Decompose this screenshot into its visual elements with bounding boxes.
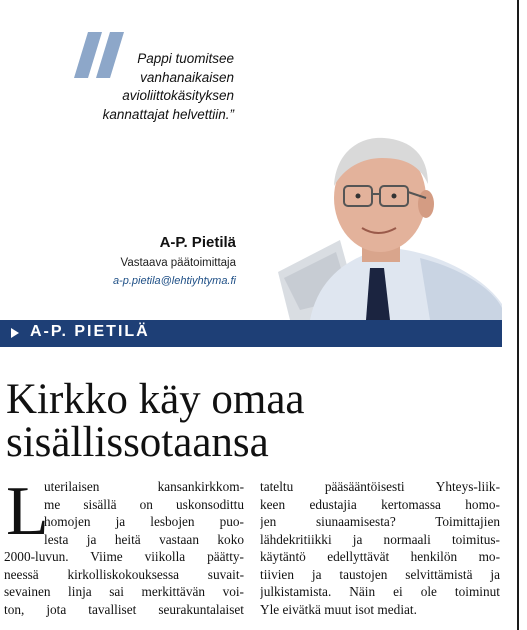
article-line: me sisällä on uskonsodittu (44, 496, 244, 512)
article-line: tateltu pääsääntöisesti Yhteys-liik- (260, 479, 500, 494)
article-line: jen siunaamisesta? Toimittajien (260, 514, 500, 529)
columnist-band (0, 320, 502, 347)
author-name: A-P. Pietilä (159, 234, 236, 251)
article-line: 2000-luvun. Viime viikolla päätty- (4, 549, 244, 564)
pull-quote-line: kannattajat helvettiin.” (102, 106, 234, 122)
drop-cap: L (6, 473, 49, 550)
triangle-right-icon (8, 326, 22, 340)
article-column-right (260, 478, 500, 618)
article-line: lähdekritiikki ja normaali toimitus- (260, 531, 500, 547)
article-line: julkistamista. Näin ei ole toiminut (260, 584, 500, 599)
columnist-band-label: A-P. PIETILÄ (30, 323, 150, 340)
article-column-left (4, 473, 244, 618)
pull-quote-line: vanhanaikaisen (140, 69, 234, 85)
author-email-link[interactable]: a-p.pietila@lehtiyhtyma.fi (112, 275, 236, 287)
article-line: ton, jota tavalliset seurakuntalaiset (4, 601, 244, 617)
article-line: neessä kirkolliskokouksessa suvait- (4, 566, 244, 582)
headline (6, 378, 506, 464)
article-line: homojen ja lesbojen puo- (44, 514, 244, 529)
author-role: Vastaava päätoimittaja (120, 257, 236, 269)
article-line: tiivien ja taustojen selvittämistä ja (260, 566, 500, 582)
author-photo (270, 128, 502, 320)
pull-quote-line: avioliittokäsityksen (122, 88, 234, 103)
headline-line: Kirkko käy omaa (6, 376, 305, 423)
pull-quote (86, 50, 234, 124)
article-line: käytäntö edellyttävät henkilön mo- (260, 549, 500, 564)
article-line: sevainen linja sai merkittävän voi- (4, 584, 244, 599)
pull-quote-line: Pappi tuomitsee (137, 51, 234, 66)
article-line: Yle eivätkä muut isot mediat. (260, 601, 417, 617)
page-edge-rule (517, 0, 519, 630)
article-line: uterilaisen kansankirkkom- (44, 479, 244, 494)
headline-line: sisällissotaansa (6, 419, 269, 466)
article-line: keen edustajia kertomassa homo- (260, 496, 500, 512)
article-line: lesta ja heitä vastaan koko (44, 531, 244, 547)
